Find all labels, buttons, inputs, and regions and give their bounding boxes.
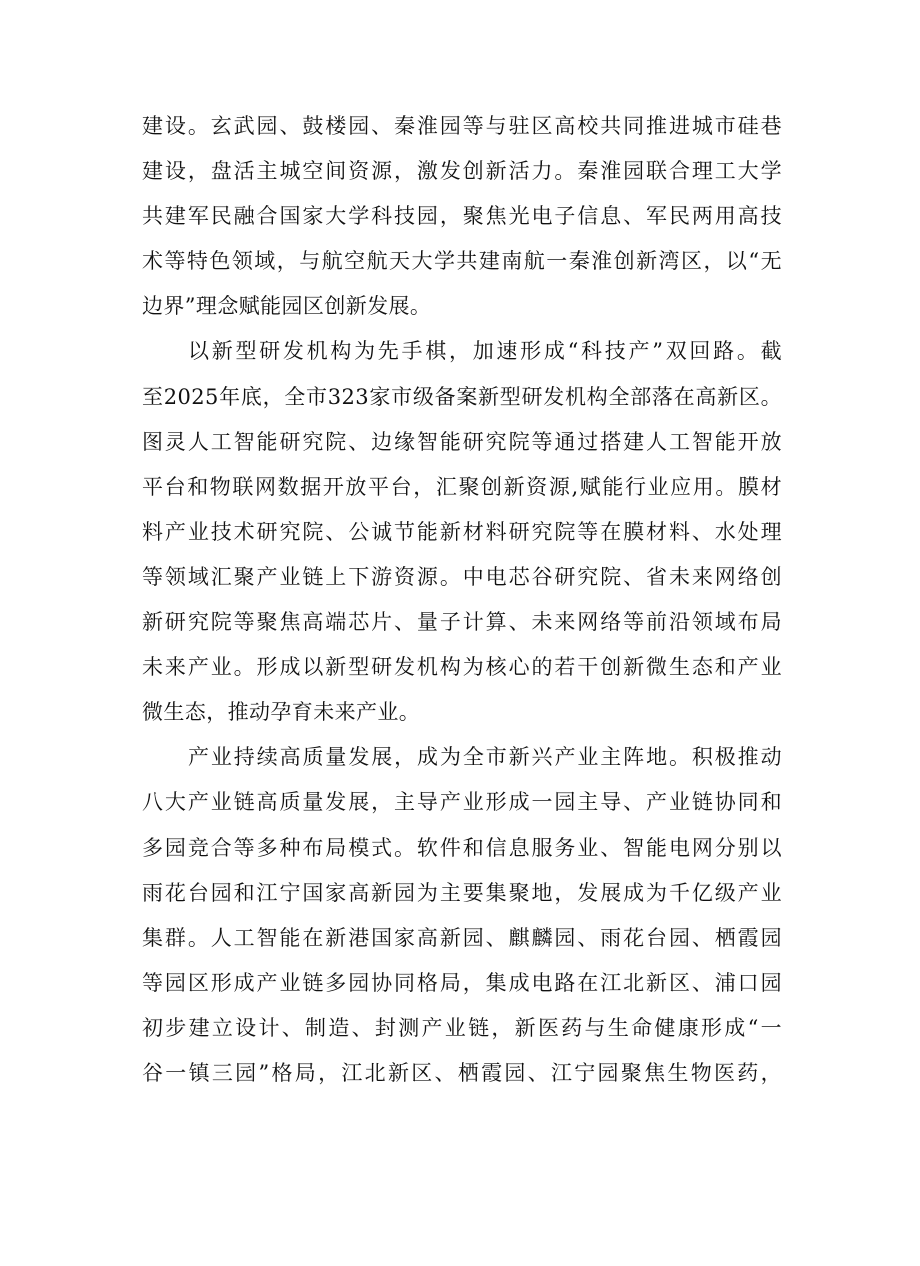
paragraph-2-line-2: 至2025年底，全市323家市级备案新型研发机构全部落在高新区。 <box>142 384 782 409</box>
paragraph-2-line-1: 以新型研发机构为先手棋，加速形成“科技产”双回路。截 <box>188 339 782 364</box>
paragraph-3-line-6: 等园区形成产业链多园协同格局，集成电路在江北新区、浦口园 <box>142 970 782 995</box>
paragraph-1-line-2: 建设，盘活主城空间资源，激发创新活力。秦淮园联合理工大学 <box>142 159 782 184</box>
body-text <box>142 104 782 1096</box>
paragraph-2-line-3: 图灵人工智能研究院、边缘智能研究院等通过搭建人工智能开放 <box>142 429 782 454</box>
paragraph-2-line-4: 平台和物联网数据开放平台，汇聚创新资源,赋能行业应用。膜材 <box>142 474 782 499</box>
paragraph-2-line-5: 料产业技术研究院、公诚节能新材料研究院等在膜材料、水处理 <box>142 519 782 544</box>
paragraph-2-line-7: 新研究院等聚焦高端芯片、量子计算、未来网络等前沿领域布局 <box>142 610 782 635</box>
paragraph-3-line-8: 谷一镇三园”格局，江北新区、栖霞园、江宁园聚焦生物医药， <box>142 1060 782 1085</box>
paragraph-3-line-7: 初步建立设计、制造、封测产业链，新医药与生命健康形成“一 <box>142 1015 782 1040</box>
paragraph-3-line-2: 八大产业链高质量发展，主导产业形成一园主导、产业链协同和 <box>142 790 782 815</box>
paragraph-2-line-8: 未来产业。形成以新型研发机构为核心的若干创新微生态和产业 <box>142 655 782 680</box>
paragraph-1-line-3: 共建军民融合国家大学科技园，聚焦光电子信息、军民两用高技 <box>142 204 782 229</box>
paragraph-1-line-5: 边界”理念赋能园区创新发展。 <box>142 294 432 319</box>
paragraph-3-line-4: 雨花台园和江宁国家高新园为主要集聚地，发展成为千亿级产业 <box>142 880 782 905</box>
paragraph-2-line-6: 等领域汇聚产业链上下游资源。中电芯谷研究院、省未来网络创 <box>142 564 782 589</box>
paragraph-1-line-4: 术等特色领域，与航空航天大学共建南航一秦淮创新湾区，以“无 <box>142 249 782 274</box>
paragraph-3-line-1: 产业持续高质量发展，成为全市新兴产业主阵地。积极推动 <box>188 745 782 770</box>
paragraph-3-line-3: 多园竞合等多种布局模式。软件和信息服务业、智能电网分别以 <box>142 835 782 860</box>
paragraph-2-line-9: 微生态，推动孕育未来产业。 <box>142 700 421 725</box>
paragraph-1-line-1: 建设。玄武园、鼓楼园、秦淮园等与驻区高校共同推进城市硅巷 <box>142 114 782 138</box>
paragraph-3-line-5: 集群。人工智能在新港国家高新园、麒麟园、雨花台园、栖霞园 <box>142 925 782 950</box>
